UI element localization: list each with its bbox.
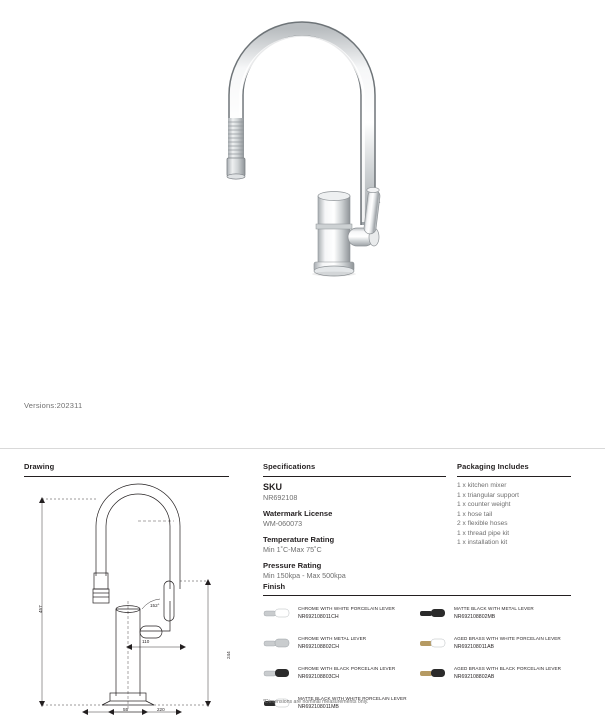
spec-item (263, 509, 446, 529)
spec-value: NR692108 (263, 493, 298, 503)
list-item: 1 x thread pipe kit (457, 529, 510, 537)
spec-item (263, 481, 446, 503)
specifications-heading: Specifications (263, 462, 316, 471)
spec-value: WM-060073 (263, 519, 303, 529)
list-item: 1 x counter weight (457, 501, 511, 509)
specifications-column-header (263, 462, 446, 477)
technical-drawing (24, 481, 229, 716)
finish-code: NR692108802MB (454, 613, 496, 620)
technical-drawing-svg (24, 481, 229, 716)
finish-swatch-icon (419, 606, 449, 620)
packaging-rule (457, 476, 571, 477)
finish-name: CHROME WITH BLACK PORCELAIN LEVER (298, 665, 396, 671)
finish-code: NR692108011MB (298, 703, 339, 710)
list-item: 1 x hose tail (457, 510, 493, 518)
finish-code: NR692108011AB (454, 643, 494, 650)
list-item: 1 x kitchen mixer (457, 482, 507, 489)
finish-swatch-icon (419, 666, 449, 680)
spec-value: Min 150kpa - Max 500kpa (263, 571, 346, 581)
spec-label: SKU (263, 482, 283, 492)
finish-name: CHROME WITH METAL LEVER (298, 635, 367, 641)
finish-name: MATTE BLACK WITH WHITE PORCELAIN LEVER (298, 695, 407, 701)
finish-name: CHROME WITH WHITE PORCELAIN LEVER (298, 605, 395, 611)
spec-label: Pressure Rating (263, 560, 322, 570)
drawing-column-header (24, 462, 229, 477)
finish-rule (263, 595, 571, 596)
finish-heading: Finish (263, 582, 286, 591)
finish-option[interactable] (263, 662, 419, 684)
finish-code: NR692108802AB (454, 673, 495, 680)
list-item: 1 x installation kit (457, 539, 508, 547)
finish-code: NR692108011CH (298, 613, 339, 620)
finish-option[interactable] (263, 602, 419, 624)
spec-sheet (0, 449, 605, 727)
specifications-list (263, 481, 446, 587)
finish-code: NR692108803CH (298, 673, 339, 680)
finish-swatch-icon (263, 666, 293, 680)
finish-swatch-icon (263, 606, 293, 620)
finish-name: MATTE BLACK WITH METAL LEVER (454, 605, 534, 611)
finish-code: NR692108802CH (298, 643, 339, 650)
finish-option[interactable] (419, 602, 575, 624)
list-item: 2 x flexible hoses (457, 520, 508, 528)
finish-name: AGED BRASS WITH BLACK PORCELAIN LEVER (454, 665, 562, 671)
finish-swatch-icon (419, 636, 449, 650)
dim-angle: 152° (150, 603, 160, 608)
dim-base: 55 (123, 707, 129, 712)
finish-name: AGED BRASS WITH WHITE PORCELAIN LEVER (454, 635, 561, 641)
spec-item (263, 535, 446, 555)
footnote: *Dimensions are nominal measurements only. (263, 699, 369, 705)
spec-item (263, 561, 446, 581)
packaging-column-header (457, 462, 571, 477)
finish-swatch-icon (263, 636, 293, 650)
drawing-heading: Drawing (24, 462, 55, 471)
version-label: Versions:202311 (24, 401, 83, 410)
packaging-list (457, 481, 577, 548)
spec-value: Min 1˚C-Max 75˚C (263, 545, 322, 555)
spec-label: Temperature Rating (263, 534, 335, 544)
dim-reach: 110 (142, 639, 150, 644)
list-item: 1 x triangular support (457, 491, 519, 499)
drawing-rule (24, 476, 229, 477)
dim-overall-height: 457 (38, 605, 43, 613)
specifications-rule (263, 476, 446, 477)
packaging-heading: Packaging Includes (457, 462, 529, 471)
finish-option[interactable] (263, 632, 419, 654)
dim-spout-height: 244 (226, 651, 231, 659)
spec-label: Watermark License (263, 508, 333, 518)
finish-option[interactable] (419, 632, 575, 654)
finish-option[interactable] (419, 662, 575, 684)
dim-width: 220 (157, 707, 165, 712)
